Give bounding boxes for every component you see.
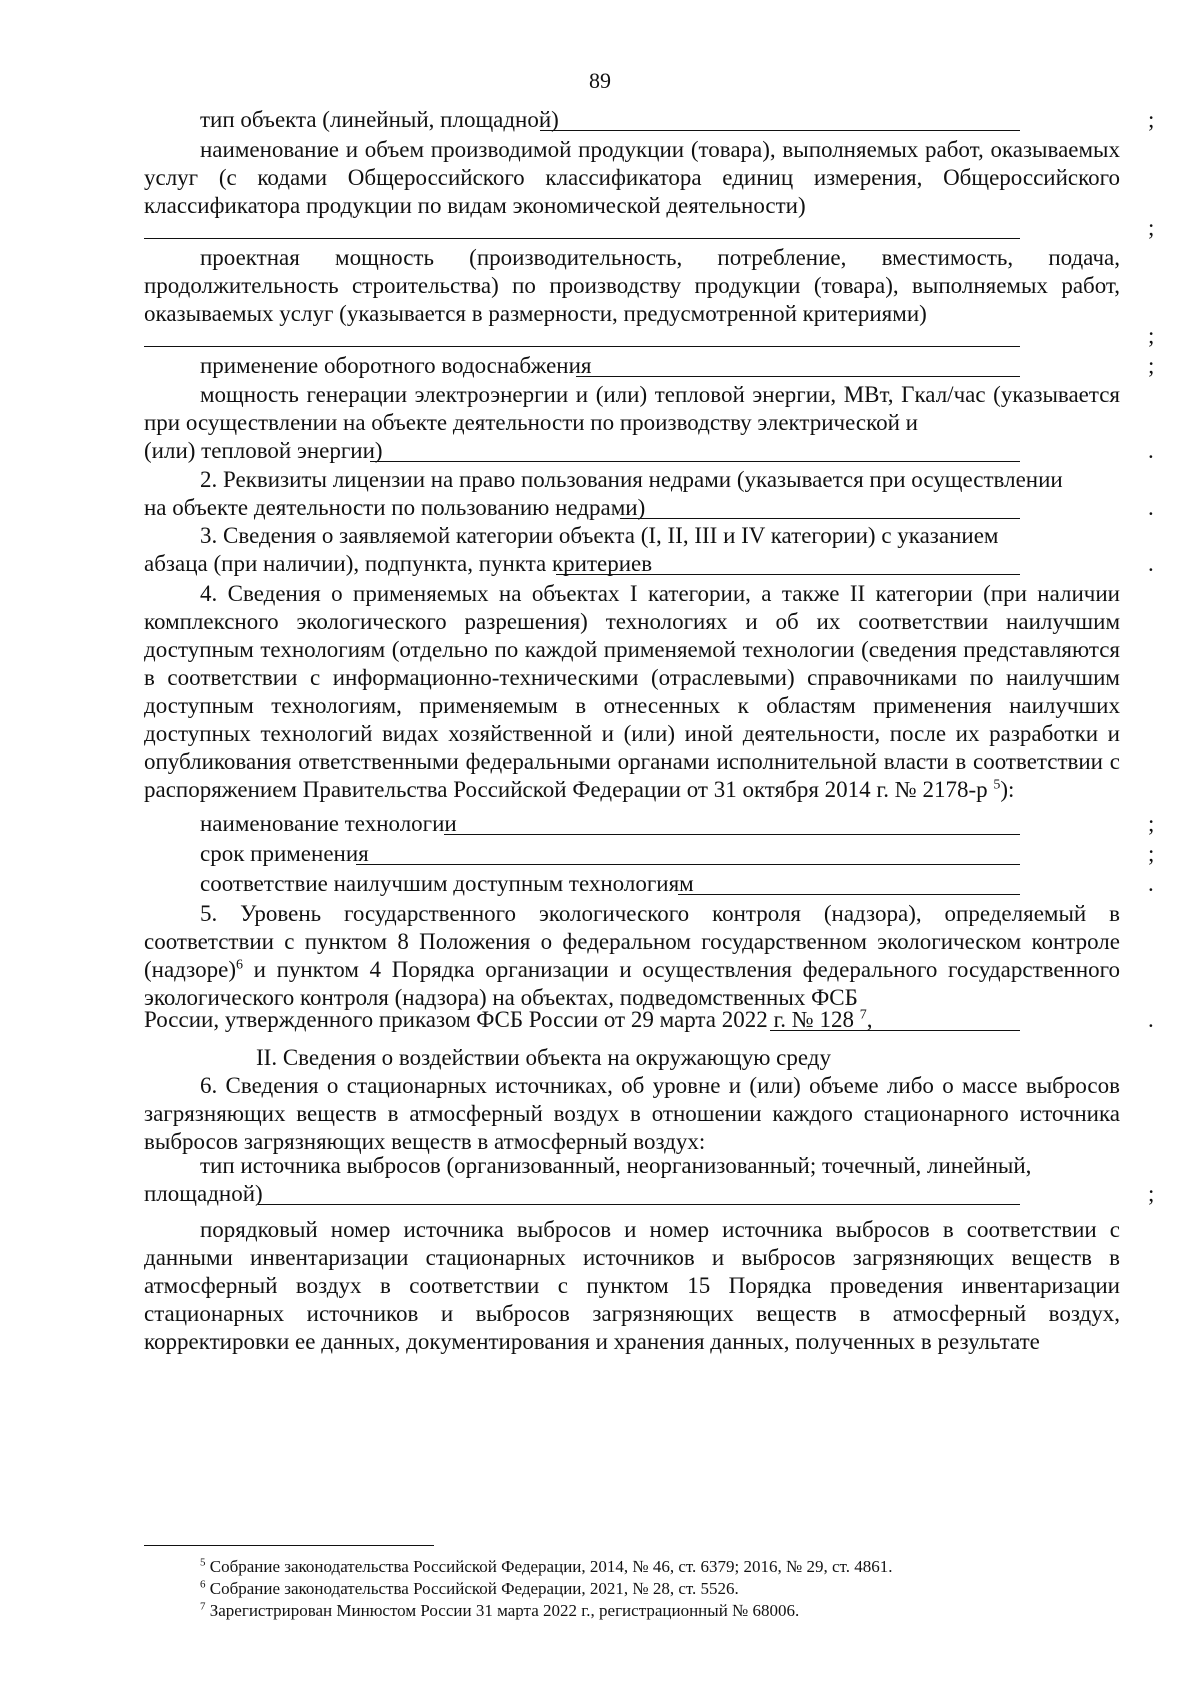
production-end: ; — [1148, 215, 1155, 240]
footnote-7 — [200, 1600, 799, 1622]
item3-last-text: абзаца (при наличии), подпункта, пункта критериев — [144, 551, 653, 576]
item5-last-tail: , — [866, 1007, 873, 1032]
tech-name-end: ; — [1148, 811, 1155, 836]
item5-last-words: России, утвержденного приказом ФСБ России от 29 марта 2022 г. № 128 — [144, 1007, 854, 1032]
term-end: ; — [1148, 841, 1155, 866]
bat-compliance-blank — [678, 894, 1020, 895]
source-type-paragraph: тип источника выбросов (организованный, неорганизованный; точечный, линейный, — [200, 1153, 1032, 1178]
section2-heading: II. Сведения о воздействии объекта на окружающую среду — [256, 1045, 831, 1070]
capacity-paragraph: проектная мощность (производительность, потребление, вместимость, подача, продолжительность строительства) по производству продукции (товара), выполняемых работ, оказываемых услуг (указывается в размерности, предусмотренной критериями) — [144, 245, 1120, 326]
page-number: 89 — [589, 68, 611, 93]
water-supply-label: применение оборотного водоснабжения — [200, 353, 592, 378]
source-type-end: ; — [1148, 1181, 1155, 1206]
item2-blank — [620, 518, 1020, 519]
item5-text2: и пунктом 4 Порядка организации и осуществления федерального государственного экологического контроля (надзора) на объектах, подведомственных ФСБ — [144, 957, 1120, 1010]
generation-last-text: (или) тепловой энергии) — [144, 438, 383, 463]
footnote-text: Зарегистрирован Минюстом России 31 марта 2022 г., регистрационный № 68006. — [205, 1601, 800, 1620]
item4-text: 4. Сведения о применяемых на объектах I категории, а также II категории (при наличии комплексного экологического разрешения) технологиях и об их соответствии наилучшим доступным технологиям (отдельно по каждой применяемой технологии (сведения представляются в соответствии с информационно-техническими (отраслевыми) справочниками по наилучшим доступным технологиям, применяемым в отнесенных к областям применения наилучших доступных технологий видах хозяйственной и (или) иной деятельности, после их разработки и опубликования ответственными федеральными органами исполнительной власти в соответствии с распоряжением Правительства Российской Федерации от 31 октября 2014 г. № 2178-р — [144, 581, 1120, 802]
item5-end: . — [1148, 1007, 1154, 1032]
footnote-ref-5: 5 — [993, 777, 1001, 793]
object-type-blank — [540, 130, 1020, 131]
water-supply-blank — [576, 376, 1020, 377]
source-type-blank — [258, 1204, 1020, 1205]
water-supply-end: ; — [1148, 353, 1155, 378]
item2-paragraph: 2. Реквизиты лицензии на право пользования недрами (указывается при осуществлении — [200, 467, 1063, 492]
generation-blank — [370, 461, 1020, 462]
capacity-blank — [144, 346, 1020, 347]
object-type-label: тип объекта (линейный, площадной) — [200, 107, 559, 132]
item2-last-text: на объекте деятельности по пользованию недрами) — [144, 495, 646, 520]
item3-paragraph: 3. Сведения о заявляемой категории объекта (I, II, III и IV категории) с указанием — [200, 523, 999, 548]
item2-end: . — [1148, 495, 1154, 520]
tech-name-blank — [444, 834, 1020, 835]
item4-tail: ): — [1000, 777, 1015, 802]
serial-number-paragraph: порядковый номер источника выбросов и номер источника выбросов в соответствии с данными инвентаризации стационарных источников и выбросов загрязняющих веществ в атмосферный воздух в соответствии с пунктом 15 Порядка проведения инвентаризации стационарных источников и выбросов загрязняющих веществ в атмосферный воздух, корректировки ее данных, документирования и хранения данных, полученных в результате — [144, 1217, 1120, 1354]
object-type-end: ; — [1148, 107, 1155, 132]
footnote-mark: 6 — [200, 1578, 206, 1591]
footnote-ref-7: 7 — [859, 1007, 867, 1023]
item6-paragraph: 6. Сведения о стационарных источниках, об уровне и (или) объеме либо о массе выбросов загрязняющих веществ в атмосферный воздух в отношении каждого стационарного источника выбросов загрязняющих веществ в атмосферный воздух: — [144, 1073, 1120, 1154]
item4-paragraph — [144, 580, 1120, 804]
bat-compliance-label: соответствие наилучшим доступным технологиям — [200, 871, 694, 896]
item5-last-text — [144, 1006, 872, 1034]
footnote-separator — [144, 1545, 434, 1546]
term-blank — [356, 864, 1020, 865]
capacity-end: ; — [1148, 323, 1155, 348]
production-blank — [144, 238, 1020, 239]
item5-text1: 5. Уровень государственного экологического контроля (надзора), определяемый в соответствии с пунктом 8 Положения о федеральном государственном экологическом контроле (надзоре) — [144, 901, 1120, 982]
footnote-6 — [200, 1578, 739, 1600]
item3-blank — [556, 574, 1020, 575]
production-paragraph: наименование и объем производимой продукции (товара), выполняемых работ, оказываемых услуг (с кодами Общероссийского классификатора единиц измерения, Общероссийского классификатора продукции по видам экономической деятельности) — [144, 137, 1120, 218]
bat-compliance-end: . — [1148, 871, 1154, 896]
item5-blank — [770, 1030, 1020, 1031]
tech-name-label: наименование технологии — [200, 811, 457, 836]
term-label: срок применения — [200, 841, 369, 866]
footnote-text: Собрание законодательства Российской Федерации, 2014, № 46, ст. 6379; 2016, № 29, ст. 4861. — [205, 1557, 893, 1576]
generation-end: . — [1148, 438, 1154, 463]
generation-paragraph: мощность генерации электроэнергии и (или) тепловой энергии, МВт, Гкал/час (указывается при осуществлении на объекте деятельности по производству электрической и — [144, 382, 1120, 435]
footnote-mark: 5 — [200, 1556, 206, 1569]
item5-paragraph — [144, 900, 1120, 1012]
footnote-ref-6: 6 — [235, 957, 243, 973]
source-type-last-text: площадной) — [144, 1181, 263, 1206]
footnote-5 — [200, 1556, 892, 1578]
footnote-text: Собрание законодательства Российской Федерации, 2021, № 28, ст. 5526. — [205, 1579, 739, 1598]
footnote-mark: 7 — [200, 1600, 206, 1613]
item3-end: . — [1148, 551, 1154, 576]
